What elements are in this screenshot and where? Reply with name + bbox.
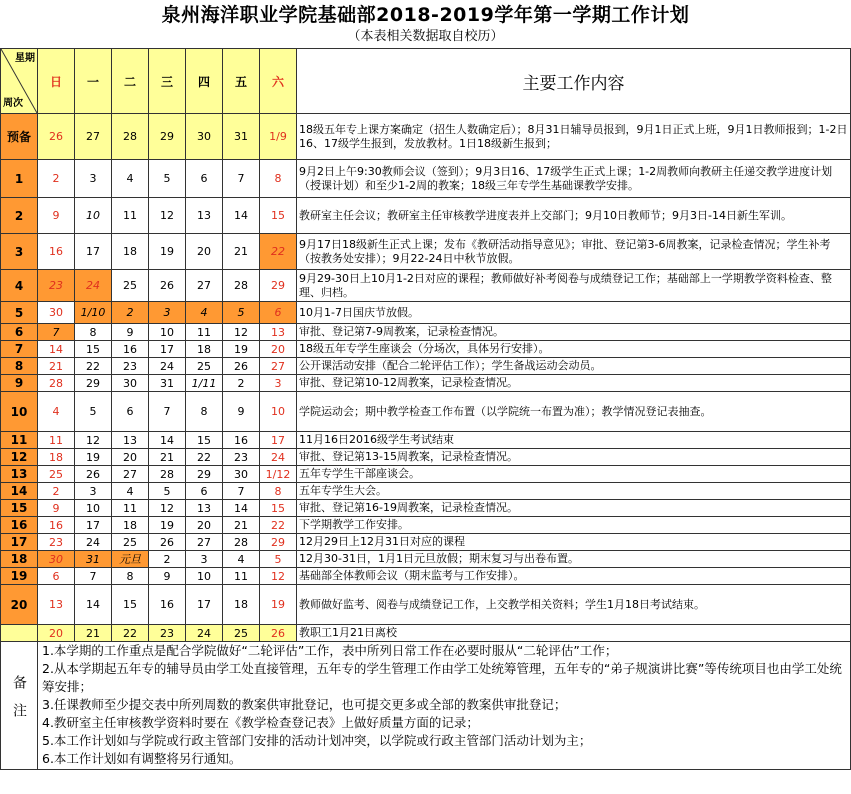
date-cell: 10 xyxy=(260,392,297,432)
work-content: 18级五年专学生座谈会（分场次，具体另行安排）。 xyxy=(297,341,851,358)
date-cell: 19 xyxy=(149,234,186,270)
date-cell: 8 xyxy=(260,160,297,198)
work-content: 五年专学生干部座谈会。 xyxy=(297,466,851,483)
date-cell: 9 xyxy=(38,198,75,234)
date-cell: 1/12 xyxy=(260,466,297,483)
note-item: 3.任课教师至少提交表中所列周数的教案供审批登记，也可提交更多或全部的教案供审批登记； xyxy=(42,697,567,712)
date-cell: 9 xyxy=(38,500,75,517)
work-content: 基础部全体教师会议（期末监考与工作安排）。 xyxy=(297,568,851,585)
date-cell: 12 xyxy=(223,324,260,341)
date-cell: 11 xyxy=(38,432,75,449)
header-main-work: 主要工作内容 xyxy=(297,49,851,114)
week-row xyxy=(1,466,851,483)
date-cell: 10 xyxy=(186,568,223,585)
date-cell: 16 xyxy=(112,341,149,358)
week-row xyxy=(1,302,851,324)
date-cell: 16 xyxy=(38,234,75,270)
date-cell: 29 xyxy=(75,375,112,392)
date-cell: 10 xyxy=(75,500,112,517)
date-cell: 15 xyxy=(260,500,297,517)
week-number: 13 xyxy=(1,466,38,483)
date-cell: 25 xyxy=(38,466,75,483)
date-cell: 8 xyxy=(186,392,223,432)
date-cell: 14 xyxy=(149,432,186,449)
date-cell: 5 xyxy=(149,160,186,198)
date-cell: 25 xyxy=(223,625,260,642)
week-row xyxy=(1,483,851,500)
date-cell: 31 xyxy=(75,551,112,568)
date-cell: 1/9 xyxy=(260,114,297,160)
header-day-tue: 二 xyxy=(112,49,149,114)
date-cell: 7 xyxy=(75,568,112,585)
date-cell: 23 xyxy=(149,625,186,642)
date-cell: 16 xyxy=(38,517,75,534)
week-number: 7 xyxy=(1,341,38,358)
header-day-sun: 日 xyxy=(38,49,75,114)
date-cell: 10 xyxy=(149,324,186,341)
date-cell: 20 xyxy=(186,517,223,534)
week-number: 19 xyxy=(1,568,38,585)
date-cell: 28 xyxy=(223,270,260,302)
date-cell: 4 xyxy=(112,483,149,500)
date-cell: 17 xyxy=(186,585,223,625)
date-cell: 21 xyxy=(75,625,112,642)
notes-label xyxy=(1,642,38,770)
date-cell: 25 xyxy=(112,270,149,302)
date-cell: 6 xyxy=(186,483,223,500)
date-cell: 14 xyxy=(38,341,75,358)
date-cell: 11 xyxy=(186,324,223,341)
week-row xyxy=(1,517,851,534)
date-cell: 17 xyxy=(149,341,186,358)
date-cell: 19 xyxy=(260,585,297,625)
date-cell: 13 xyxy=(186,198,223,234)
work-content: 审批、登记第13-15周教案，记录检查情况。 xyxy=(297,449,851,466)
date-cell: 4 xyxy=(38,392,75,432)
date-cell: 13 xyxy=(38,585,75,625)
date-cell: 22 xyxy=(112,625,149,642)
date-cell: 5 xyxy=(75,392,112,432)
week-number: 18 xyxy=(1,551,38,568)
week-number: 20 xyxy=(1,585,38,625)
date-cell: 29 xyxy=(260,534,297,551)
week-number: 6 xyxy=(1,324,38,341)
date-cell: 27 xyxy=(260,358,297,375)
date-cell: 29 xyxy=(149,114,186,160)
week-number: 9 xyxy=(1,375,38,392)
date-cell: 元旦 xyxy=(112,551,149,568)
work-content: 公开课活动安排（配合二轮评估工作）；学生备战运动会动员。 xyxy=(297,358,851,375)
header-row xyxy=(1,49,851,114)
week-row xyxy=(1,324,851,341)
week-number: 1 xyxy=(1,160,38,198)
date-cell: 17 xyxy=(75,234,112,270)
week-row xyxy=(1,500,851,517)
date-cell: 24 xyxy=(149,358,186,375)
notes-row xyxy=(1,642,851,770)
date-cell: 28 xyxy=(223,534,260,551)
date-cell: 8 xyxy=(260,483,297,500)
date-cell: 2 xyxy=(38,160,75,198)
work-content: 教职工1月21日离校 xyxy=(297,625,851,642)
week-number: 2 xyxy=(1,198,38,234)
page-subtitle: （本表相关数据取自校历） xyxy=(347,29,504,44)
date-cell: 21 xyxy=(223,517,260,534)
date-cell: 21 xyxy=(149,449,186,466)
date-cell: 17 xyxy=(75,517,112,534)
notes-label-text: 备注 xyxy=(11,674,27,731)
date-cell: 24 xyxy=(75,270,112,302)
notes-content xyxy=(38,642,851,770)
week-row xyxy=(1,392,851,432)
date-cell: 5 xyxy=(149,483,186,500)
week-row xyxy=(1,234,851,270)
date-cell: 30 xyxy=(186,114,223,160)
note-item: 2.从本学期起五年专的辅导员由学工处直接管理，五年专的学生管理工作由学工处统筹管理，五年专的“弟子规演讲比赛”等传统项目也由学工处统筹安排； xyxy=(42,661,842,694)
date-cell: 16 xyxy=(149,585,186,625)
work-content: 教师做好监考、阅卷与成绩登记工作，上交教学相关资料；学生1月18日考试结束。 xyxy=(297,585,851,625)
date-cell: 3 xyxy=(75,160,112,198)
date-cell: 22 xyxy=(260,234,297,270)
date-cell: 4 xyxy=(223,551,260,568)
week-number: 15 xyxy=(1,500,38,517)
week-row xyxy=(1,270,851,302)
week-number: 16 xyxy=(1,517,38,534)
date-cell: 4 xyxy=(112,160,149,198)
date-cell: 3 xyxy=(149,302,186,324)
date-cell: 11 xyxy=(223,568,260,585)
corner-weekday-label: 星期 xyxy=(15,53,35,64)
corner-week-label: 周次 xyxy=(3,98,23,109)
week-row xyxy=(1,198,851,234)
work-plan-table xyxy=(0,48,851,770)
date-cell: 18 xyxy=(186,341,223,358)
date-cell: 18 xyxy=(112,517,149,534)
week-row xyxy=(1,375,851,392)
date-cell: 11 xyxy=(112,500,149,517)
date-cell: 20 xyxy=(112,449,149,466)
date-cell: 26 xyxy=(260,625,297,642)
date-cell: 17 xyxy=(260,432,297,449)
date-cell: 27 xyxy=(186,534,223,551)
week-number: 11 xyxy=(1,432,38,449)
date-cell: 31 xyxy=(223,114,260,160)
week-row xyxy=(1,585,851,625)
date-cell: 15 xyxy=(75,341,112,358)
week-row xyxy=(1,341,851,358)
date-cell: 23 xyxy=(112,358,149,375)
week-number: 10 xyxy=(1,392,38,432)
date-cell: 14 xyxy=(75,585,112,625)
date-cell: 22 xyxy=(186,449,223,466)
header-day-wed: 三 xyxy=(149,49,186,114)
date-cell: 31 xyxy=(149,375,186,392)
date-cell: 12 xyxy=(260,568,297,585)
week-number: 预备 xyxy=(1,114,38,160)
week-number: 17 xyxy=(1,534,38,551)
date-cell: 26 xyxy=(75,466,112,483)
work-content: 五年专学生大会。 xyxy=(297,483,851,500)
date-cell: 11 xyxy=(112,198,149,234)
date-cell: 14 xyxy=(223,500,260,517)
date-cell: 25 xyxy=(112,534,149,551)
header-day-mon: 一 xyxy=(75,49,112,114)
week-row xyxy=(1,114,851,160)
header-day-thu: 四 xyxy=(186,49,223,114)
date-cell: 5 xyxy=(223,302,260,324)
date-cell: 15 xyxy=(112,585,149,625)
page-title: 泉州海洋职业学院基础部2018-2019学年第一学期工作计划 xyxy=(161,4,690,26)
work-content: 9月29-30日上10月1-2日对应的课程；教师做好补考阅卷与成绩登记工作；基础部上一学期教学资料检查、整理、归档。 xyxy=(297,270,851,302)
date-cell: 22 xyxy=(260,517,297,534)
date-cell: 19 xyxy=(149,517,186,534)
date-cell: 8 xyxy=(112,568,149,585)
date-cell: 30 xyxy=(112,375,149,392)
date-cell: 23 xyxy=(223,449,260,466)
work-content: 审批、登记第10-12周教案，记录检查情况。 xyxy=(297,375,851,392)
work-content: 学院运动会；期中教学检查工作布置（以学院统一布置为准）；教学情况登记表抽查。 xyxy=(297,392,851,432)
date-cell: 27 xyxy=(186,270,223,302)
week-number: 3 xyxy=(1,234,38,270)
date-cell: 3 xyxy=(186,551,223,568)
work-content: 12月29日上12月31日对应的课程 xyxy=(297,534,851,551)
date-cell: 1/10 xyxy=(75,302,112,324)
week-number: 14 xyxy=(1,483,38,500)
date-cell: 10 xyxy=(75,198,112,234)
week-row xyxy=(1,534,851,551)
week-number xyxy=(1,625,38,642)
date-cell: 19 xyxy=(223,341,260,358)
date-cell: 18 xyxy=(38,449,75,466)
date-cell: 7 xyxy=(223,160,260,198)
date-cell: 6 xyxy=(38,568,75,585)
note-item: 5.本工作计划如与学院或行政主管部门安排的活动计划冲突，以学院或行政主管部门活动计划为主； xyxy=(42,733,592,748)
week-row xyxy=(1,568,851,585)
date-cell: 20 xyxy=(38,625,75,642)
date-cell: 6 xyxy=(186,160,223,198)
work-content: 11月16日2016级学生考试结束 xyxy=(297,432,851,449)
week-number: 12 xyxy=(1,449,38,466)
week-row xyxy=(1,449,851,466)
date-cell: 8 xyxy=(75,324,112,341)
note-item: 4.教研室主任审核教学资料时要在《教学检查登记表》上做好质量方面的记录； xyxy=(42,715,479,730)
date-cell: 13 xyxy=(186,500,223,517)
date-cell: 2 xyxy=(223,375,260,392)
date-cell: 13 xyxy=(112,432,149,449)
date-cell: 2 xyxy=(149,551,186,568)
date-cell: 27 xyxy=(112,466,149,483)
date-cell: 22 xyxy=(75,358,112,375)
work-content: 18级五年专上课方案确定（招生人数确定后）；8月31日辅导员报到，9月1日正式上班，9月1日教师报到；1-2日16、17级学生报到，发放教材。1日18级新生报到； xyxy=(297,114,851,160)
date-cell: 26 xyxy=(149,270,186,302)
date-cell: 12 xyxy=(75,432,112,449)
date-cell: 24 xyxy=(186,625,223,642)
header-day-fri: 五 xyxy=(223,49,260,114)
week-number: 4 xyxy=(1,270,38,302)
date-cell: 29 xyxy=(186,466,223,483)
date-cell: 15 xyxy=(260,198,297,234)
date-cell: 13 xyxy=(260,324,297,341)
work-content: 下学期教学工作安排。 xyxy=(297,517,851,534)
date-cell: 7 xyxy=(223,483,260,500)
date-cell: 12 xyxy=(149,500,186,517)
date-cell: 26 xyxy=(149,534,186,551)
date-cell: 30 xyxy=(38,302,75,324)
note-item: 6.本工作计划如有调整将另行通知。 xyxy=(42,751,242,766)
work-content: 9月2日上午9:30教师会议（签到）；9月3日16、17级学生正式上课；1-2周教师向教研主任递交教学进度计划（授课计划）和至少1-2周的教案；18级三年专学生基础课教学安排。 xyxy=(297,160,851,198)
date-cell: 1/11 xyxy=(186,375,223,392)
work-content: 12月30-31日，1月1日元旦放假；期末复习与出卷布置。 xyxy=(297,551,851,568)
date-cell: 28 xyxy=(149,466,186,483)
date-cell: 20 xyxy=(186,234,223,270)
date-cell: 18 xyxy=(223,585,260,625)
date-cell: 25 xyxy=(186,358,223,375)
date-cell: 9 xyxy=(112,324,149,341)
date-cell: 9 xyxy=(223,392,260,432)
work-content: 审批、登记第16-19周教案，记录检查情况。 xyxy=(297,500,851,517)
date-cell: 27 xyxy=(75,114,112,160)
date-cell: 12 xyxy=(149,198,186,234)
week-row xyxy=(1,625,851,642)
work-content: 10月1-7日国庆节放假。 xyxy=(297,302,851,324)
date-cell: 29 xyxy=(260,270,297,302)
date-cell: 6 xyxy=(112,392,149,432)
date-cell: 6 xyxy=(260,302,297,324)
header-day-sat: 六 xyxy=(260,49,297,114)
date-cell: 24 xyxy=(75,534,112,551)
date-cell: 21 xyxy=(223,234,260,270)
date-cell: 30 xyxy=(38,551,75,568)
week-number: 5 xyxy=(1,302,38,324)
week-row xyxy=(1,432,851,449)
week-row xyxy=(1,551,851,568)
work-content: 9月17日18级新生正式上课；发布《教研活动指导意见》；审批、登记第3-6周教案，记录检查情况；学生补考（按教务处安排）；9月22-24日中秋节放假。 xyxy=(297,234,851,270)
date-cell: 2 xyxy=(38,483,75,500)
date-cell: 23 xyxy=(38,534,75,551)
work-content: 审批、登记第7-9周教案，记录检查情况。 xyxy=(297,324,851,341)
date-cell: 24 xyxy=(260,449,297,466)
date-cell: 26 xyxy=(223,358,260,375)
work-content: 教研室主任会议；教研室主任审核教学进度表并上交部门；9月10日教师节；9月3日-14日新生军训。 xyxy=(297,198,851,234)
date-cell: 23 xyxy=(38,270,75,302)
date-cell: 28 xyxy=(112,114,149,160)
date-cell: 20 xyxy=(260,341,297,358)
date-cell: 7 xyxy=(38,324,75,341)
date-cell: 15 xyxy=(186,432,223,449)
date-cell: 4 xyxy=(186,302,223,324)
week-row xyxy=(1,358,851,375)
date-cell: 26 xyxy=(38,114,75,160)
week-number: 8 xyxy=(1,358,38,375)
corner-cell xyxy=(1,49,38,114)
date-cell: 14 xyxy=(223,198,260,234)
date-cell: 3 xyxy=(75,483,112,500)
date-cell: 18 xyxy=(112,234,149,270)
date-cell: 19 xyxy=(75,449,112,466)
date-cell: 30 xyxy=(223,466,260,483)
date-cell: 5 xyxy=(260,551,297,568)
date-cell: 2 xyxy=(112,302,149,324)
date-cell: 16 xyxy=(223,432,260,449)
date-cell: 7 xyxy=(149,392,186,432)
note-item: 1.本学期的工作重点是配合学院做好“二轮评估”工作，表中所列日常工作在必要时服从“二轮评估”工作； xyxy=(42,643,618,658)
date-cell: 3 xyxy=(260,375,297,392)
date-cell: 28 xyxy=(38,375,75,392)
date-cell: 9 xyxy=(149,568,186,585)
date-cell: 21 xyxy=(38,358,75,375)
week-row xyxy=(1,160,851,198)
